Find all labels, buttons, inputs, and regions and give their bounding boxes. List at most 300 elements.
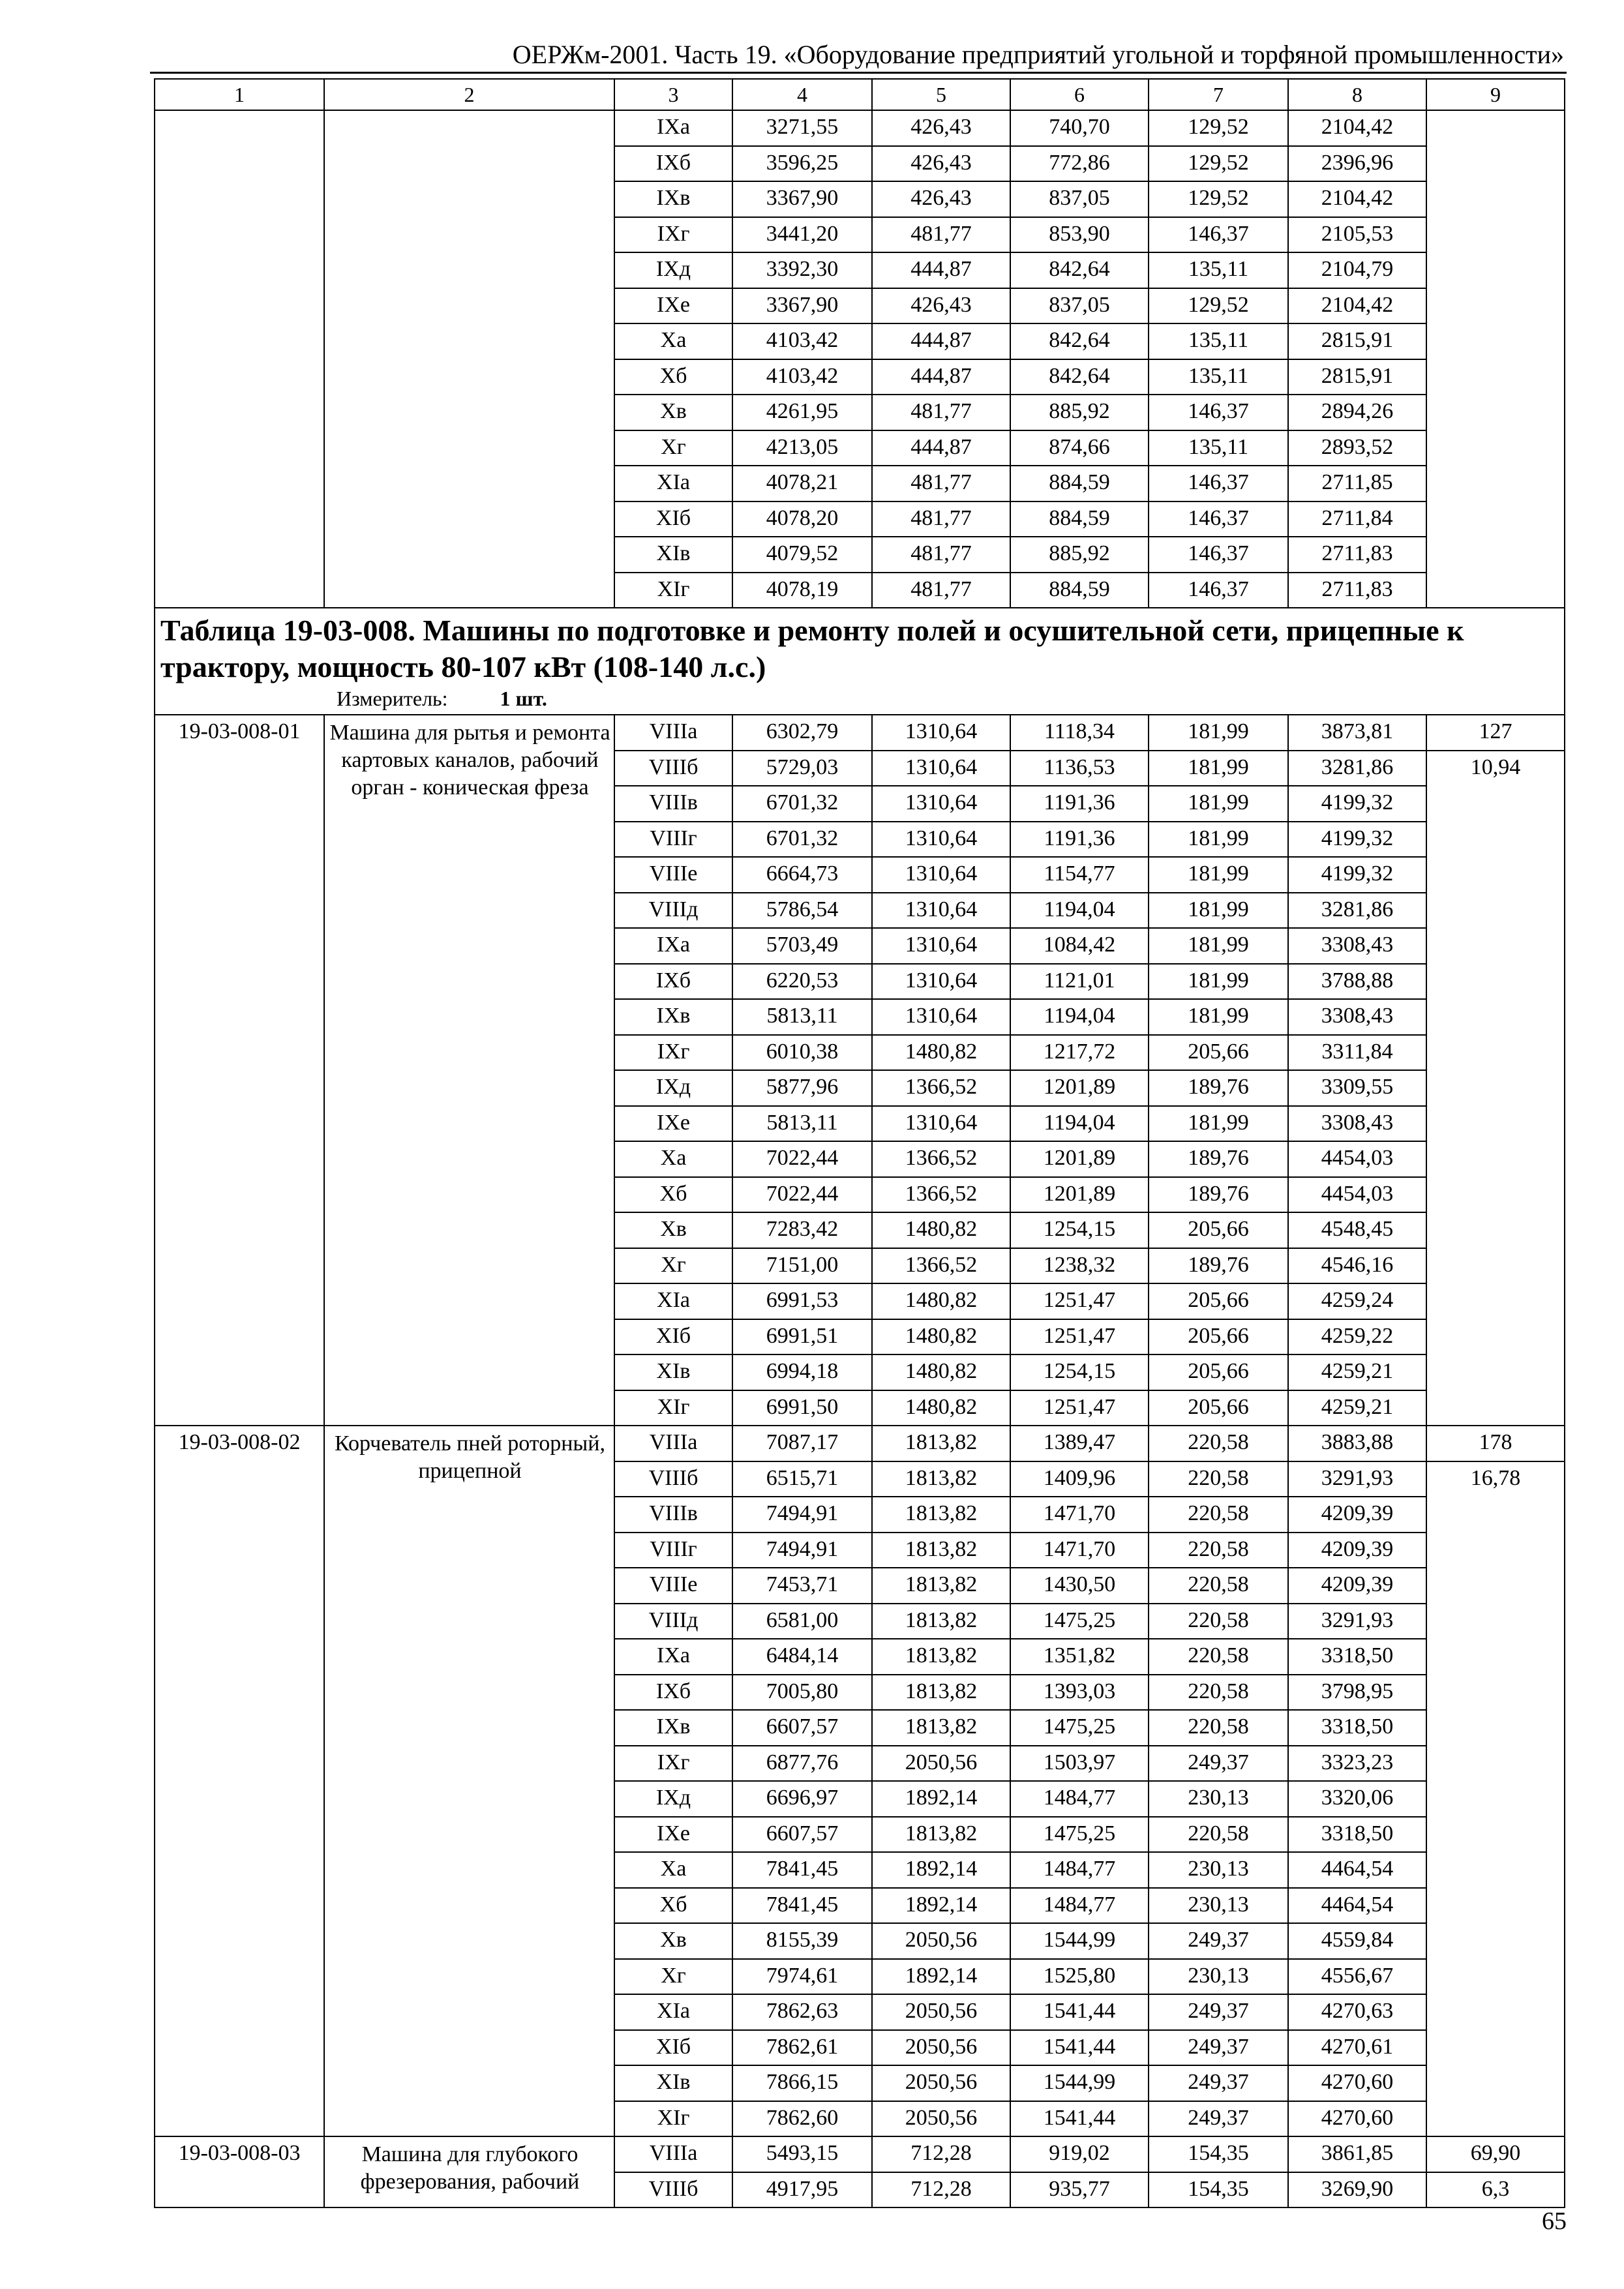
value-cell: 3798,95 [1288, 1675, 1426, 1711]
value-cell: 3318,50 [1288, 1817, 1426, 1853]
value-cell: 1484,77 [1010, 1781, 1149, 1817]
value-cell: 230,13 [1149, 1888, 1288, 1924]
col9-cell: 16,78 [1426, 1461, 1565, 2137]
value-cell: 4209,39 [1288, 1533, 1426, 1568]
value-cell: 7862,61 [732, 2030, 872, 2066]
column-number: 8 [1288, 79, 1426, 110]
value-cell: 1136,53 [1010, 751, 1149, 786]
value-cell: 1310,64 [872, 786, 1010, 822]
value-cell: IXб [614, 964, 732, 1000]
value-cell: Xб [614, 1177, 732, 1213]
value-cell: 842,64 [1010, 252, 1149, 288]
value-cell: 2711,85 [1288, 466, 1426, 501]
value-cell: 2050,56 [872, 1923, 1010, 1959]
value-cell: 7022,44 [732, 1177, 872, 1213]
value-cell: 205,66 [1149, 1212, 1288, 1248]
value-cell: 712,28 [872, 2172, 1010, 2208]
value-cell: 884,59 [1010, 501, 1149, 537]
col9-cell [1426, 110, 1565, 608]
value-cell: 426,43 [872, 110, 1010, 146]
value-cell: 7453,71 [732, 1568, 872, 1604]
value-cell: VIIIв [614, 1497, 732, 1533]
value-cell: 3318,50 [1288, 1710, 1426, 1746]
value-cell: 4548,45 [1288, 1212, 1426, 1248]
col9-cell: 69,90 [1426, 2136, 1565, 2172]
value-cell: 6010,38 [732, 1035, 872, 1071]
value-cell: 181,99 [1149, 893, 1288, 929]
value-cell: 1480,82 [872, 1212, 1010, 1248]
value-cell: 1541,44 [1010, 2101, 1149, 2137]
value-cell: 1813,82 [872, 1497, 1010, 1533]
value-cell: Xб [614, 1888, 732, 1924]
column-number: 9 [1426, 79, 1565, 110]
value-cell: 205,66 [1149, 1319, 1288, 1355]
value-cell: 7005,80 [732, 1675, 872, 1711]
price-table [154, 78, 1565, 2208]
code-cell: 19-03-008-03 [155, 2136, 324, 2207]
value-cell: 3392,30 [732, 252, 872, 288]
value-cell: 2104,79 [1288, 252, 1426, 288]
value-cell: 205,66 [1149, 1283, 1288, 1319]
value-cell: 2105,53 [1288, 217, 1426, 253]
value-cell: 426,43 [872, 181, 1010, 217]
value-cell: 1475,25 [1010, 1604, 1149, 1639]
value-cell: 230,13 [1149, 1959, 1288, 1995]
value-cell: 740,70 [1010, 110, 1149, 146]
value-cell: VIIIб [614, 1461, 732, 1497]
value-cell: 4270,61 [1288, 2030, 1426, 2066]
value-cell: 230,13 [1149, 1852, 1288, 1888]
value-cell: IXа [614, 110, 732, 146]
value-cell: 3281,86 [1288, 893, 1426, 929]
value-cell: 135,11 [1149, 359, 1288, 395]
value-cell: 772,86 [1010, 146, 1149, 182]
column-number-row [155, 79, 1565, 110]
value-cell: 6220,53 [732, 964, 872, 1000]
value-cell: XIг [614, 2101, 732, 2137]
value-cell: 6581,00 [732, 1604, 872, 1639]
value-cell: 3291,93 [1288, 1604, 1426, 1639]
value-cell: 5877,96 [732, 1070, 872, 1106]
value-cell: VIIIа [614, 2136, 732, 2172]
value-cell: 1310,64 [872, 893, 1010, 929]
value-cell: 2050,56 [872, 1994, 1010, 2030]
value-cell: 154,35 [1149, 2136, 1288, 2172]
value-cell: 3320,06 [1288, 1781, 1426, 1817]
value-cell: 3873,81 [1288, 715, 1426, 751]
value-cell: IXг [614, 217, 732, 253]
value-cell: 1475,25 [1010, 1817, 1149, 1853]
value-cell: XIв [614, 1354, 732, 1390]
value-cell: 4464,54 [1288, 1852, 1426, 1888]
value-cell: 2050,56 [872, 2065, 1010, 2101]
value-cell: 884,59 [1010, 466, 1149, 501]
value-cell: 220,58 [1149, 1426, 1288, 1461]
value-cell: 1201,89 [1010, 1070, 1149, 1106]
value-cell: 7974,61 [732, 1959, 872, 1995]
value-cell: 6484,14 [732, 1639, 872, 1675]
value-cell: 6696,97 [732, 1781, 872, 1817]
code-cell [155, 110, 324, 608]
value-cell: 2050,56 [872, 2101, 1010, 2137]
value-cell: 1191,36 [1010, 786, 1149, 822]
value-cell: 4078,21 [732, 466, 872, 501]
value-cell: 3308,43 [1288, 999, 1426, 1035]
value-cell: 1310,64 [872, 751, 1010, 786]
value-cell: 4199,32 [1288, 786, 1426, 822]
value-cell: 2711,83 [1288, 573, 1426, 608]
value-cell: 1310,64 [872, 964, 1010, 1000]
value-cell: 935,77 [1010, 2172, 1149, 2208]
measure-value: 1 шт. [500, 687, 547, 710]
value-cell: 1254,15 [1010, 1354, 1149, 1390]
column-number: 5 [872, 79, 1010, 110]
value-cell: 129,52 [1149, 288, 1288, 324]
value-cell: 5493,15 [732, 2136, 872, 2172]
value-cell: 220,58 [1149, 1675, 1288, 1711]
value-cell: 1813,82 [872, 1604, 1010, 1639]
value-cell: 1154,77 [1010, 857, 1149, 893]
value-cell: 1475,25 [1010, 1710, 1149, 1746]
value-cell: IXг [614, 1035, 732, 1071]
value-cell: Xа [614, 323, 732, 359]
col9-cell: 178 [1426, 1426, 1565, 1461]
value-cell: 4259,24 [1288, 1283, 1426, 1319]
running-header: ОЕРЖм-2001. Часть 19. «Оборудование предприятий угольной и торфяной промышленности» [150, 38, 1567, 74]
description-cell: Корчеватель пней роторный, прицепной [324, 1426, 614, 2136]
value-cell: 2104,42 [1288, 181, 1426, 217]
value-cell: 3308,43 [1288, 928, 1426, 964]
value-cell: 189,76 [1149, 1177, 1288, 1213]
value-cell: 1121,01 [1010, 964, 1149, 1000]
value-cell: 3861,85 [1288, 2136, 1426, 2172]
value-cell: 2050,56 [872, 2030, 1010, 2066]
value-cell: 1310,64 [872, 857, 1010, 893]
value-cell: 189,76 [1149, 1070, 1288, 1106]
value-cell: 5813,11 [732, 999, 872, 1035]
value-cell: 853,90 [1010, 217, 1149, 253]
value-cell: VIIIв [614, 786, 732, 822]
value-cell: XIв [614, 2065, 732, 2101]
page-number: 65 [1542, 2207, 1567, 2235]
value-cell: 135,11 [1149, 252, 1288, 288]
value-cell: 2815,91 [1288, 359, 1426, 395]
value-cell: 2711,84 [1288, 501, 1426, 537]
value-cell: 3291,93 [1288, 1461, 1426, 1497]
value-cell: 1484,77 [1010, 1888, 1149, 1924]
value-cell: 2104,42 [1288, 110, 1426, 146]
value-cell: 6607,57 [732, 1710, 872, 1746]
value-cell: 249,37 [1149, 1746, 1288, 1782]
value-cell: 5813,11 [732, 1106, 872, 1142]
description-cell [324, 110, 614, 608]
value-cell: 3271,55 [732, 110, 872, 146]
value-cell: 7022,44 [732, 1141, 872, 1177]
value-cell: 3441,20 [732, 217, 872, 253]
value-cell: 1194,04 [1010, 999, 1149, 1035]
column-number: 6 [1010, 79, 1149, 110]
value-cell: VIIIг [614, 1533, 732, 1568]
value-cell: 135,11 [1149, 430, 1288, 466]
value-cell: 1194,04 [1010, 893, 1149, 929]
value-cell: 6515,71 [732, 1461, 872, 1497]
value-cell: 135,11 [1149, 323, 1288, 359]
value-cell: IXб [614, 1675, 732, 1711]
value-cell: 1366,52 [872, 1070, 1010, 1106]
value-cell: 129,52 [1149, 146, 1288, 182]
value-cell: 1892,14 [872, 1959, 1010, 1995]
value-cell: IXе [614, 1817, 732, 1853]
value-cell: 1892,14 [872, 1888, 1010, 1924]
value-cell: 1544,99 [1010, 2065, 1149, 2101]
value-cell: IXд [614, 1781, 732, 1817]
value-cell: 3308,43 [1288, 1106, 1426, 1142]
value-cell: 181,99 [1149, 786, 1288, 822]
value-cell: 189,76 [1149, 1141, 1288, 1177]
value-cell: 1541,44 [1010, 2030, 1149, 2066]
value-cell: 1310,64 [872, 928, 1010, 964]
description-cell: Машина для рытья и ремонта картовых каналов, рабочий орган - коническая фреза [324, 715, 614, 1426]
value-cell: Xв [614, 1923, 732, 1959]
value-cell: 1409,96 [1010, 1461, 1149, 1497]
value-cell: Xа [614, 1141, 732, 1177]
value-cell: VIIIг [614, 822, 732, 858]
value-cell: 1118,34 [1010, 715, 1149, 751]
value-cell: VIIIд [614, 893, 732, 929]
value-cell: 481,77 [872, 395, 1010, 430]
value-cell: 129,52 [1149, 181, 1288, 217]
value-cell: 1366,52 [872, 1177, 1010, 1213]
value-cell: 249,37 [1149, 2030, 1288, 2066]
value-cell: 3323,23 [1288, 1746, 1426, 1782]
value-cell: 1471,70 [1010, 1533, 1149, 1568]
value-cell: Xа [614, 1852, 732, 1888]
value-cell: 1389,47 [1010, 1426, 1149, 1461]
value-cell: 220,58 [1149, 1497, 1288, 1533]
value-cell: 3311,84 [1288, 1035, 1426, 1071]
value-cell: 4261,95 [732, 395, 872, 430]
value-cell: 1194,04 [1010, 1106, 1149, 1142]
value-cell: 6701,32 [732, 822, 872, 858]
value-cell: 1351,82 [1010, 1639, 1149, 1675]
value-cell: Xг [614, 430, 732, 466]
value-cell: 1541,44 [1010, 1994, 1149, 2030]
value-cell: IXд [614, 252, 732, 288]
value-cell: VIIIб [614, 2172, 732, 2208]
value-cell: XIа [614, 1994, 732, 2030]
value-cell: 1480,82 [872, 1283, 1010, 1319]
value-cell: 249,37 [1149, 2065, 1288, 2101]
value-cell: 4103,42 [732, 323, 872, 359]
table-row [155, 2136, 1565, 2172]
value-cell: 249,37 [1149, 1923, 1288, 1959]
value-cell: VIIIе [614, 857, 732, 893]
value-cell: VIIIб [614, 751, 732, 786]
col9-cell: 6,3 [1426, 2172, 1565, 2208]
value-cell: IXв [614, 181, 732, 217]
value-cell: 2711,83 [1288, 537, 1426, 573]
value-cell: 919,02 [1010, 2136, 1149, 2172]
value-cell: IXб [614, 146, 732, 182]
value-cell: 220,58 [1149, 1461, 1288, 1497]
value-cell: 7087,17 [732, 1426, 872, 1461]
value-cell: 205,66 [1149, 1035, 1288, 1071]
value-cell: 181,99 [1149, 999, 1288, 1035]
value-cell: VIIIа [614, 1426, 732, 1461]
value-cell: 1217,72 [1010, 1035, 1149, 1071]
value-cell: 3269,90 [1288, 2172, 1426, 2208]
value-cell: Xг [614, 1959, 732, 1995]
value-cell: 2894,26 [1288, 395, 1426, 430]
value-cell: 712,28 [872, 2136, 1010, 2172]
value-cell: 1238,32 [1010, 1248, 1149, 1284]
value-cell: 7494,91 [732, 1497, 872, 1533]
value-cell: 6607,57 [732, 1817, 872, 1853]
value-cell: 4546,16 [1288, 1248, 1426, 1284]
value-cell: 1480,82 [872, 1319, 1010, 1355]
value-cell: 2050,56 [872, 1746, 1010, 1782]
value-cell: IXе [614, 1106, 732, 1142]
value-cell: 1892,14 [872, 1852, 1010, 1888]
value-cell: 4199,32 [1288, 822, 1426, 858]
value-cell: 249,37 [1149, 1994, 1288, 2030]
value-cell: 7866,15 [732, 2065, 872, 2101]
value-cell: 4454,03 [1288, 1141, 1426, 1177]
value-cell: 7151,00 [732, 1248, 872, 1284]
value-cell: 1480,82 [872, 1354, 1010, 1390]
value-cell: 205,66 [1149, 1354, 1288, 1390]
value-cell: 7841,45 [732, 1888, 872, 1924]
value-cell: VIIIе [614, 1568, 732, 1604]
value-cell: XIа [614, 466, 732, 501]
value-cell: 1484,77 [1010, 1852, 1149, 1888]
value-cell: 6877,76 [732, 1746, 872, 1782]
value-cell: 4259,21 [1288, 1390, 1426, 1426]
column-number: 4 [732, 79, 872, 110]
value-cell: 181,99 [1149, 822, 1288, 858]
value-cell: 3596,25 [732, 146, 872, 182]
value-cell: 7841,45 [732, 1852, 872, 1888]
value-cell: 146,37 [1149, 395, 1288, 430]
value-cell: 181,99 [1149, 1106, 1288, 1142]
value-cell: Xг [614, 1248, 732, 1284]
value-cell: 8155,39 [732, 1923, 872, 1959]
value-cell: 189,76 [1149, 1248, 1288, 1284]
value-cell: 1813,82 [872, 1426, 1010, 1461]
value-cell: 146,37 [1149, 466, 1288, 501]
value-cell: 146,37 [1149, 537, 1288, 573]
value-cell: 1480,82 [872, 1390, 1010, 1426]
value-cell: 6991,51 [732, 1319, 872, 1355]
value-cell: 2104,42 [1288, 288, 1426, 324]
value-cell: 481,77 [872, 537, 1010, 573]
value-cell: 1544,99 [1010, 1923, 1149, 1959]
value-cell: 1310,64 [872, 1106, 1010, 1142]
value-cell: 1503,97 [1010, 1746, 1149, 1782]
value-cell: 1201,89 [1010, 1177, 1149, 1213]
column-number: 2 [324, 79, 614, 110]
value-cell: 146,37 [1149, 573, 1288, 608]
value-cell: 426,43 [872, 288, 1010, 324]
value-cell: 3367,90 [732, 288, 872, 324]
value-cell: 3788,88 [1288, 964, 1426, 1000]
table-title-row [155, 608, 1565, 715]
value-cell: Xб [614, 359, 732, 395]
value-cell: 1813,82 [872, 1639, 1010, 1675]
value-cell: 2893,52 [1288, 430, 1426, 466]
value-cell: 4464,54 [1288, 1888, 1426, 1924]
code-cell: 19-03-008-01 [155, 715, 324, 1426]
value-cell: 7862,63 [732, 1994, 872, 2030]
value-cell: 146,37 [1149, 501, 1288, 537]
value-cell: 5729,03 [732, 751, 872, 786]
value-cell: 3309,55 [1288, 1070, 1426, 1106]
column-number: 1 [155, 79, 324, 110]
value-cell: 249,37 [1149, 2101, 1288, 2137]
value-cell: 481,77 [872, 501, 1010, 537]
value-cell: 885,92 [1010, 395, 1149, 430]
value-cell: 6994,18 [732, 1354, 872, 1390]
value-cell: 1254,15 [1010, 1212, 1149, 1248]
value-cell: 146,37 [1149, 217, 1288, 253]
value-cell: 4259,21 [1288, 1354, 1426, 1390]
value-cell: 4270,60 [1288, 2065, 1426, 2101]
value-cell: 481,77 [872, 573, 1010, 608]
value-cell: 220,58 [1149, 1568, 1288, 1604]
col9-cell: 127 [1426, 715, 1565, 751]
value-cell: 4209,39 [1288, 1497, 1426, 1533]
value-cell: 7862,60 [732, 2101, 872, 2137]
value-cell: 4270,63 [1288, 1994, 1426, 2030]
value-cell: VIIIа [614, 715, 732, 751]
value-cell: 4556,67 [1288, 1959, 1426, 1995]
value-cell: XIб [614, 1319, 732, 1355]
value-cell: 3281,86 [1288, 751, 1426, 786]
value-cell: 1813,82 [872, 1675, 1010, 1711]
value-cell: Xв [614, 395, 732, 430]
value-cell: 1813,82 [872, 1817, 1010, 1853]
value-cell: 4559,84 [1288, 1923, 1426, 1959]
value-cell: 220,58 [1149, 1639, 1288, 1675]
table-row [155, 110, 1565, 146]
value-cell: 220,58 [1149, 1817, 1288, 1853]
value-cell: 1471,70 [1010, 1497, 1149, 1533]
value-cell: 6991,50 [732, 1390, 872, 1426]
value-cell: 4270,60 [1288, 2101, 1426, 2137]
value-cell: 481,77 [872, 466, 1010, 501]
value-cell: 842,64 [1010, 323, 1149, 359]
value-cell: 4078,20 [732, 501, 872, 537]
value-cell: IXе [614, 288, 732, 324]
value-cell: 4209,39 [1288, 1568, 1426, 1604]
value-cell: 7494,91 [732, 1533, 872, 1568]
value-cell: IXг [614, 1746, 732, 1782]
value-cell: 4079,52 [732, 537, 872, 573]
value-cell: 1366,52 [872, 1248, 1010, 1284]
value-cell: 1813,82 [872, 1568, 1010, 1604]
value-cell: 837,05 [1010, 181, 1149, 217]
value-cell: 3318,50 [1288, 1639, 1426, 1675]
value-cell: 481,77 [872, 217, 1010, 253]
value-cell: 444,87 [872, 430, 1010, 466]
value-cell: 181,99 [1149, 964, 1288, 1000]
measure-line [160, 685, 1559, 711]
value-cell: 1201,89 [1010, 1141, 1149, 1177]
value-cell: IXа [614, 928, 732, 964]
code-cell: 19-03-008-02 [155, 1426, 324, 2136]
value-cell: XIв [614, 537, 732, 573]
value-cell: 1251,47 [1010, 1390, 1149, 1426]
